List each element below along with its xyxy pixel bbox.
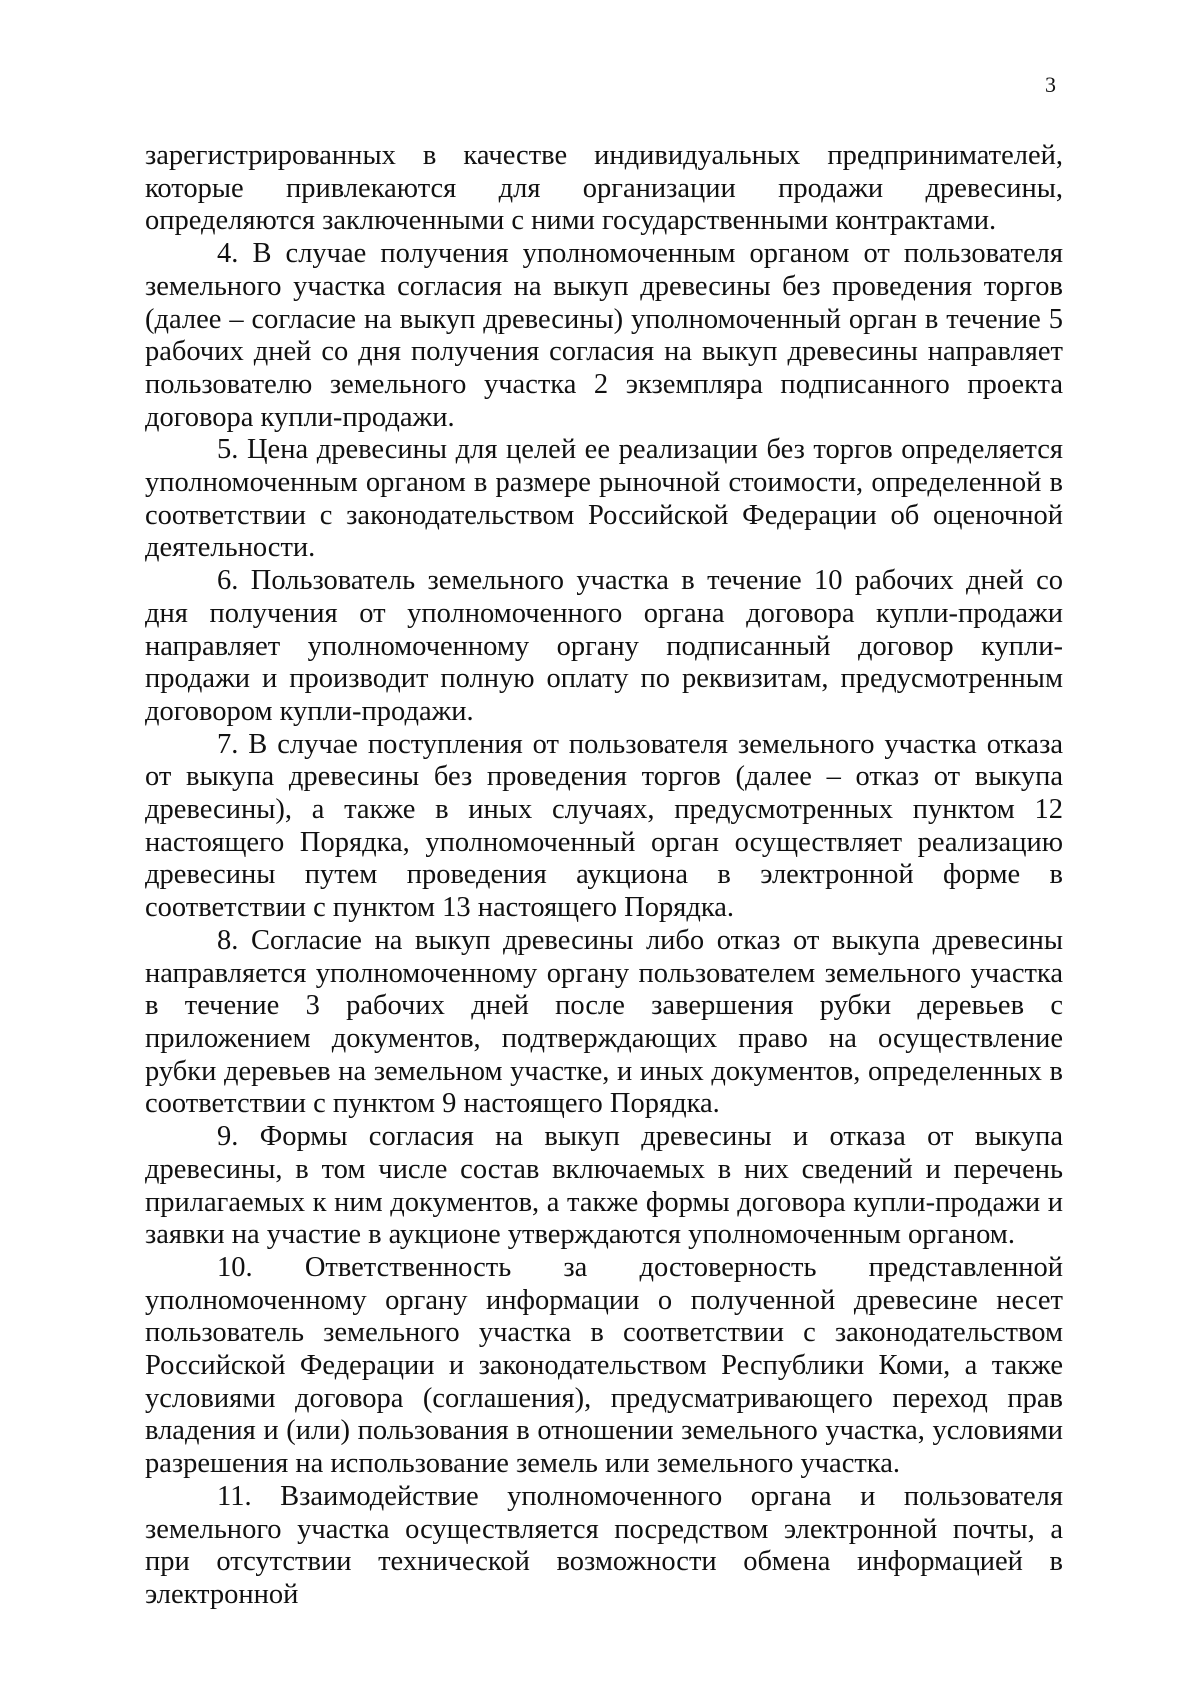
paragraph-item-6: 6. Пользователь земельного участка в течение 10 рабочих дней со дня получения от уполномоченного органа договора купли-продажи направляет уполномоченному органу подписанный договор купли-продажи и производит полную оплату по реквизитам, предусмотренным договором купли-продажи.: [145, 565, 1063, 727]
paragraph-item-5: 5. Цена древесины для целей ее реализации без торгов определяется уполномоченным органом в размере рыночной стоимости, определенной в соответствии с законодательством Российской Федерации об оценочной деятельности.: [145, 434, 1063, 564]
paragraph-continuation: зарегистрированных в качестве индивидуальных предпринимателей, которые привлекаются для организации продажи древесины, определяются заключенными с ними государственными контрактами.: [145, 140, 1063, 237]
paragraph-item-9: 9. Формы согласия на выкуп древесины и отказа от выкупа древесины, в том числе состав включаемых в них сведений и перечень прилагаемых к ним документов, а также формы договора купли-продажи и заявки на участие в аукционе утверждаются уполномоченным органом.: [145, 1121, 1063, 1251]
paragraph-item-10: 10. Ответственность за достоверность представленной уполномоченному органу информации о полученной древесине несет пользователь земельного участка в соответствии с законодательством Российской Федерации и законодательством Республики Коми, а также условиями договора (соглашения), предусматривающего переход прав владения и (или) пользования в отношении земельного участка, условиями разрешения на использование земель или земельного участка.: [145, 1251, 1063, 1480]
paragraph-item-7: 7. В случае поступления от пользователя земельного участка отказа от выкупа древесины без проведения торгов (далее – отказ от выкупа древесины), а также в иных случаях, предусмотренных пунктом 12 настоящего Порядка, уполномоченный орган осуществляет реализацию древесины путем проведения аукциона в электронной форме в соответствии с пунктом 13 настоящего Порядка.: [145, 728, 1063, 924]
document-body: [145, 140, 1063, 1612]
paragraph-item-4: 4. В случае получения уполномоченным органом от пользователя земельного участка согласия на выкуп древесины без проведения торгов (далее – согласие на выкуп древесины) уполномоченный орган в течение 5 рабочих дней со дня получения согласия на выкуп древесины направляет пользователю земельного участка 2 экземпляра подписанного проекта договора купли-продажи.: [145, 238, 1063, 433]
paragraph-item-11: 11. Взаимодействие уполномоченного органа и пользователя земельного участка осуществляется посредством электронной почты, а при отсутствии технической возможности обмена информацией в электронной: [145, 1480, 1063, 1610]
page-number: 3: [1045, 72, 1056, 97]
paragraph-item-8: 8. Согласие на выкуп древесины либо отказ от выкупа древесины направляется уполномоченному органу пользователем земельного участка в течение 3 рабочих дней после завершения рубки деревьев с приложением документов, подтверждающих право на осуществление рубки деревьев на земельном участке, и иных документов, определенных в соответствии с пунктом 9 настоящего Порядка.: [145, 924, 1063, 1120]
